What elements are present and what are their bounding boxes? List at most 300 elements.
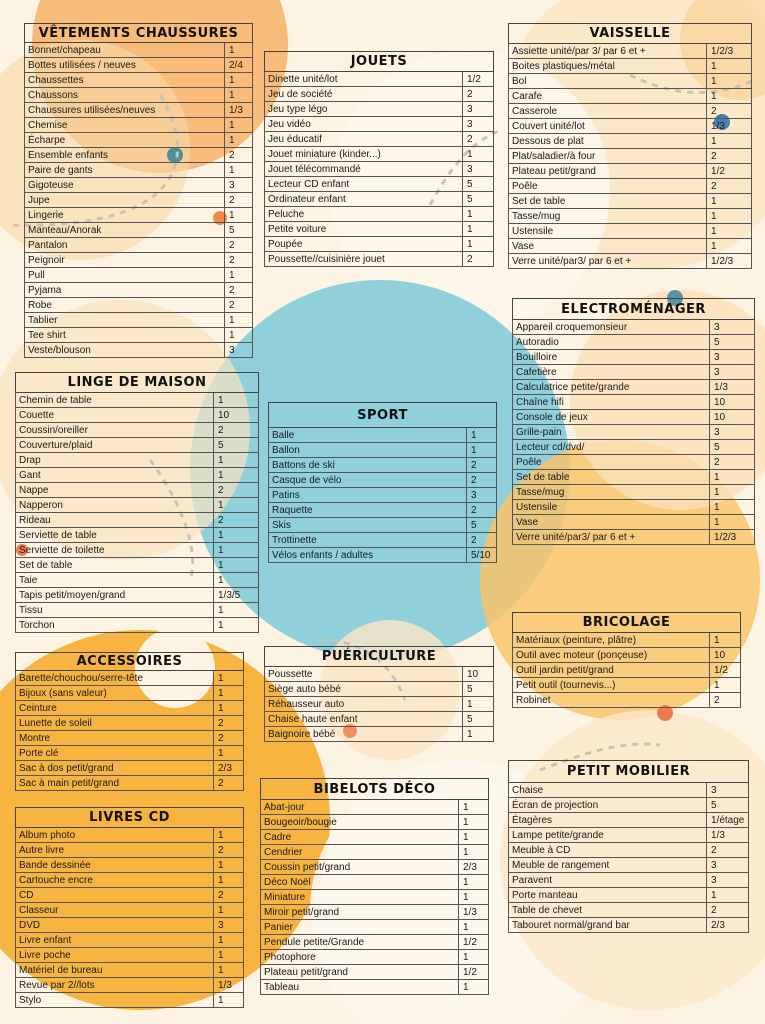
item-name: Robinet — [513, 693, 710, 708]
table-petit-mobilier — [508, 760, 749, 933]
item-points: 2 — [214, 423, 259, 438]
item-points: 10 — [463, 667, 494, 682]
item-name: Casserole — [509, 104, 707, 119]
item-points: 1 — [459, 980, 489, 995]
item-name: Cendrier — [261, 845, 459, 860]
table-puericulture — [264, 646, 494, 742]
item-name: Jeu type légo — [265, 102, 463, 117]
table-row — [25, 268, 253, 283]
item-points: 1 — [459, 920, 489, 935]
item-name: Console de jeux — [513, 410, 710, 425]
item-points: 1 — [214, 933, 244, 948]
item-name: Trottinette — [269, 533, 467, 548]
item-points: 1/3 — [225, 103, 253, 118]
item-name: Table de chevet — [509, 903, 707, 918]
section-title: VAISSELLE — [509, 24, 752, 44]
item-points: 5 — [463, 177, 494, 192]
table-row — [16, 701, 244, 716]
table-row — [16, 993, 244, 1008]
item-points: 1/3 — [710, 380, 755, 395]
item-name: Ballon — [269, 443, 467, 458]
table-row — [509, 134, 752, 149]
item-name: Chaise — [509, 783, 707, 798]
item-name: Set de table — [509, 194, 707, 209]
item-name: Coussin/oreiller — [16, 423, 214, 438]
item-points: 3 — [710, 320, 755, 335]
item-name: Stylo — [16, 993, 214, 1008]
table-row — [509, 873, 749, 888]
item-points: 1/2 — [710, 663, 741, 678]
item-name: Ustensile — [513, 500, 710, 515]
table-row — [509, 813, 749, 828]
table-row — [265, 237, 494, 252]
item-points: 5 — [463, 682, 494, 697]
table-row — [16, 618, 259, 633]
item-points: 1 — [214, 746, 244, 761]
table-row — [513, 500, 755, 515]
item-name: Verre unité/par3/ par 6 et + — [509, 254, 707, 269]
item-points: 2 — [710, 693, 741, 708]
table-row — [16, 963, 244, 978]
item-points: 1 — [463, 222, 494, 237]
table-row — [261, 935, 489, 950]
section-title: PETIT MOBILIER — [509, 761, 749, 783]
item-points: 2 — [463, 132, 494, 147]
table-row — [509, 104, 752, 119]
table-row — [513, 515, 755, 530]
item-points: 1 — [225, 118, 253, 133]
item-points: 1 — [459, 875, 489, 890]
item-points: 1/3/5 — [214, 588, 259, 603]
item-points: 5 — [467, 518, 497, 533]
item-name: Photophore — [261, 950, 459, 965]
item-name: Chemin de table — [16, 393, 214, 408]
item-name: Écharpe — [25, 133, 225, 148]
item-name: Pyjama — [25, 283, 225, 298]
table-row — [509, 254, 752, 269]
item-points: 1 — [707, 89, 752, 104]
table-row — [513, 380, 755, 395]
table-row — [265, 117, 494, 132]
item-name: Peluche — [265, 207, 463, 222]
item-points: 1 — [707, 74, 752, 89]
table-row — [25, 43, 253, 58]
item-name: Carafe — [509, 89, 707, 104]
item-points: 1 — [214, 393, 259, 408]
table-row — [265, 697, 494, 712]
item-points: 1 — [225, 313, 253, 328]
table-row — [25, 328, 253, 343]
table-row — [513, 335, 755, 350]
table-row — [16, 858, 244, 873]
item-points: 3 — [707, 783, 749, 798]
table-row — [261, 905, 489, 920]
item-points: 1 — [459, 950, 489, 965]
item-name: Skis — [269, 518, 467, 533]
table-row — [16, 716, 244, 731]
table-row — [16, 423, 259, 438]
item-name: Poêle — [509, 179, 707, 194]
item-name: Miroir petit/grand — [261, 905, 459, 920]
item-points: 5 — [710, 335, 755, 350]
table-row — [261, 965, 489, 980]
item-points: 1/2 — [459, 965, 489, 980]
table-row — [16, 483, 259, 498]
table-row — [261, 980, 489, 995]
item-name: Nappe — [16, 483, 214, 498]
item-points: 3 — [707, 858, 749, 873]
section-title: SPORT — [269, 403, 497, 428]
item-name: Bande dessinée — [16, 858, 214, 873]
table-row — [16, 731, 244, 746]
item-points: 1 — [214, 618, 259, 633]
item-points: 1 — [463, 697, 494, 712]
item-points: 1 — [707, 134, 752, 149]
table-row — [16, 776, 244, 791]
table-row — [265, 72, 494, 87]
item-points: 2 — [214, 513, 259, 528]
table-row — [265, 727, 494, 742]
item-points: 1 — [463, 207, 494, 222]
table-row — [265, 147, 494, 162]
table-row — [261, 860, 489, 875]
item-points: 1 — [710, 470, 755, 485]
item-name: Plateau petit/grand — [509, 164, 707, 179]
item-points: 1 — [710, 485, 755, 500]
item-points: 10 — [214, 408, 259, 423]
item-points: 1 — [707, 194, 752, 209]
item-name: Écran de projection — [509, 798, 707, 813]
table-jouets — [264, 51, 494, 267]
item-name: Poussette — [265, 667, 463, 682]
item-name: Barette/chouchou/serre-tête — [16, 671, 214, 686]
table-row — [16, 393, 259, 408]
item-name: Ordinateur enfant — [265, 192, 463, 207]
table-row — [25, 193, 253, 208]
item-points: 2 — [707, 179, 752, 194]
item-points: 2 — [225, 253, 253, 268]
item-points: 3 — [463, 102, 494, 117]
table-row — [261, 800, 489, 815]
table-row — [509, 918, 749, 933]
item-name: Peignoir — [25, 253, 225, 268]
section-title: LIVRES CD — [16, 808, 244, 828]
table-row — [16, 528, 259, 543]
item-name: Robe — [25, 298, 225, 313]
table-row — [25, 343, 253, 358]
section-title: ELECTROMÉNAGER — [513, 299, 755, 320]
table-row — [16, 746, 244, 761]
item-name: Rideau — [16, 513, 214, 528]
table-row — [509, 828, 749, 843]
table-row — [509, 149, 752, 164]
item-points: 1 — [214, 858, 244, 873]
table-row — [513, 485, 755, 500]
table-row — [16, 761, 244, 776]
table-row — [16, 843, 244, 858]
item-name: Pantalon — [25, 238, 225, 253]
item-name: Gant — [16, 468, 214, 483]
table-row — [269, 533, 497, 548]
item-name: Bottes utilisées / neuves — [25, 58, 225, 73]
item-name: Miniature — [261, 890, 459, 905]
item-points: 1 — [707, 888, 749, 903]
item-name: Drap — [16, 453, 214, 468]
item-points: 2 — [467, 533, 497, 548]
table-row — [269, 443, 497, 458]
item-name: Siège auto bébé — [265, 682, 463, 697]
item-points: 1 — [214, 528, 259, 543]
item-name: Dessous de plat — [509, 134, 707, 149]
item-points: 2 — [214, 888, 244, 903]
table-row — [513, 678, 741, 693]
table-row — [509, 239, 752, 254]
item-name: Tablier — [25, 313, 225, 328]
item-points: 1/étage — [707, 813, 749, 828]
item-name: Étagères — [509, 813, 707, 828]
item-points: 1 — [225, 43, 253, 58]
table-row — [265, 132, 494, 147]
table-row — [25, 148, 253, 163]
item-points: 1 — [225, 268, 253, 283]
item-name: Poupée — [265, 237, 463, 252]
item-name: Classeur — [16, 903, 214, 918]
item-points: 1 — [463, 147, 494, 162]
item-name: Matériaux (peinture, plâtre) — [513, 633, 710, 648]
item-points: 1 — [459, 800, 489, 815]
table-row — [269, 548, 497, 563]
item-points: 2/3 — [459, 860, 489, 875]
item-points: 1/3 — [707, 828, 749, 843]
item-name: Jouet télécommandé — [265, 162, 463, 177]
item-points: 1 — [459, 845, 489, 860]
table-row — [16, 588, 259, 603]
item-points: 1 — [459, 815, 489, 830]
table-row — [513, 395, 755, 410]
item-name: Tee shirt — [25, 328, 225, 343]
item-points: 2 — [710, 455, 755, 470]
item-name: Autoradio — [513, 335, 710, 350]
table-row — [16, 513, 259, 528]
item-points: 3 — [710, 425, 755, 440]
table-row — [509, 44, 752, 59]
table-row — [513, 410, 755, 425]
item-name: Bougeoir/bougie — [261, 815, 459, 830]
item-name: Patins — [269, 488, 467, 503]
item-name: Plateau petit/grand — [261, 965, 459, 980]
item-name: Tasse/mug — [513, 485, 710, 500]
item-name: Lecteur cd/dvd/ — [513, 440, 710, 455]
table-row — [509, 224, 752, 239]
item-name: DVD — [16, 918, 214, 933]
table-row — [16, 408, 259, 423]
item-name: Bijoux (sans valeur) — [16, 686, 214, 701]
item-name: Chemise — [25, 118, 225, 133]
table-row — [25, 313, 253, 328]
item-points: 1 — [214, 498, 259, 513]
item-name: Cadre — [261, 830, 459, 845]
item-points: 2 — [225, 283, 253, 298]
table-row — [25, 103, 253, 118]
item-name: Porte clé — [16, 746, 214, 761]
table-row — [25, 223, 253, 238]
item-name: Set de table — [513, 470, 710, 485]
item-points: 1 — [225, 133, 253, 148]
item-name: Serviette de table — [16, 528, 214, 543]
item-points: 1 — [225, 163, 253, 178]
item-points: 1/2 — [463, 72, 494, 87]
item-points: 1 — [214, 993, 244, 1008]
table-row — [25, 178, 253, 193]
item-points: 1 — [214, 948, 244, 963]
item-name: Montre — [16, 731, 214, 746]
item-points: 3 — [467, 488, 497, 503]
item-name: Livre poche — [16, 948, 214, 963]
item-points: 1 — [710, 678, 741, 693]
table-row — [269, 488, 497, 503]
item-points: 2 — [225, 148, 253, 163]
item-points: 1/3 — [707, 119, 752, 134]
item-points: 2 — [214, 731, 244, 746]
item-name: Tableau — [261, 980, 459, 995]
item-points: 1 — [707, 209, 752, 224]
section-title: JOUETS — [265, 52, 494, 72]
table-row — [509, 59, 752, 74]
section-title: LINGE DE MAISON — [16, 373, 259, 393]
table-row — [269, 518, 497, 533]
table-row — [16, 558, 259, 573]
item-points: 3 — [707, 873, 749, 888]
table-row — [265, 667, 494, 682]
table-row — [265, 252, 494, 267]
table-sport — [268, 402, 497, 563]
table-linge — [15, 372, 259, 633]
item-points: 1 — [707, 239, 752, 254]
table-row — [265, 177, 494, 192]
item-name: Lampe petite/grande — [509, 828, 707, 843]
table-row — [25, 73, 253, 88]
item-points: 2 — [467, 458, 497, 473]
table-row — [261, 875, 489, 890]
item-points: 5 — [463, 192, 494, 207]
item-points: 3 — [225, 343, 253, 358]
item-points: 10 — [710, 395, 755, 410]
item-points: 1/3 — [214, 978, 244, 993]
item-name: Porte manteau — [509, 888, 707, 903]
item-points: 2 — [225, 193, 253, 208]
table-row — [16, 948, 244, 963]
item-name: Bol — [509, 74, 707, 89]
section-title: VÊTEMENTS CHAUSSURES — [25, 24, 253, 43]
table-row — [16, 468, 259, 483]
item-name: Tapis petit/moyen/grand — [16, 588, 214, 603]
item-name: Casque de vélo — [269, 473, 467, 488]
item-points: 1 — [225, 328, 253, 343]
item-name: Grille-pain — [513, 425, 710, 440]
item-name: Set de table — [16, 558, 214, 573]
item-points: 1/2/3 — [710, 530, 755, 545]
item-points: 1/3 — [459, 905, 489, 920]
item-points: 1 — [214, 603, 259, 618]
table-row — [265, 712, 494, 727]
item-name: Chaîne hifi — [513, 395, 710, 410]
table-row — [509, 858, 749, 873]
item-name: Déco Noël — [261, 875, 459, 890]
item-name: Couette — [16, 408, 214, 423]
item-name: Ustensile — [509, 224, 707, 239]
table-row — [509, 89, 752, 104]
item-points: 2 — [214, 483, 259, 498]
table-row — [265, 102, 494, 117]
item-points: 1 — [214, 903, 244, 918]
item-name: Autre livre — [16, 843, 214, 858]
item-name: Lingerie — [25, 208, 225, 223]
item-points: 1 — [214, 468, 259, 483]
table-bibelots — [260, 778, 489, 995]
table-row — [509, 888, 749, 903]
item-points: 1 — [214, 453, 259, 468]
table-row — [16, 978, 244, 993]
item-points: 5 — [214, 438, 259, 453]
section-title: ACCESSOIRES — [16, 653, 244, 671]
table-row — [261, 830, 489, 845]
item-name: Napperon — [16, 498, 214, 513]
item-name: Poussette//cuisinière jouet — [265, 252, 463, 267]
table-row — [25, 88, 253, 103]
item-points: 1 — [225, 208, 253, 223]
table-row — [16, 828, 244, 843]
item-name: Meuble de rangement — [509, 858, 707, 873]
item-name: Lunette de soleil — [16, 716, 214, 731]
table-row — [513, 440, 755, 455]
table-row — [16, 903, 244, 918]
table-row — [265, 222, 494, 237]
table-row — [261, 815, 489, 830]
table-row — [265, 682, 494, 697]
item-name: Bonnet/chapeau — [25, 43, 225, 58]
item-points: 2/4 — [225, 58, 253, 73]
item-points: 1 — [710, 500, 755, 515]
item-name: Outil jardin petit/grand — [513, 663, 710, 678]
item-name: Raquette — [269, 503, 467, 518]
table-row — [513, 350, 755, 365]
item-name: Outil avec moteur (ponçeuse) — [513, 648, 710, 663]
table-row — [509, 843, 749, 858]
table-row — [261, 950, 489, 965]
item-points: 1 — [214, 543, 259, 558]
item-points: 1 — [214, 828, 244, 843]
item-points: 10 — [710, 648, 741, 663]
item-points: 5 — [710, 440, 755, 455]
table-row — [16, 603, 259, 618]
table-bricolage — [512, 612, 741, 708]
item-points: 3 — [463, 162, 494, 177]
item-points: 2/3 — [707, 918, 749, 933]
table-row — [513, 648, 741, 663]
item-name: Dinette unité/lot — [265, 72, 463, 87]
item-points: 5/10 — [467, 548, 497, 563]
item-points: 2 — [707, 903, 749, 918]
section-title: BIBELOTS DÉCO — [261, 779, 489, 800]
item-name: Jeu vidéo — [265, 117, 463, 132]
item-points: 1 — [214, 963, 244, 978]
table-row — [25, 133, 253, 148]
item-name: Calculatrice petite/grande — [513, 380, 710, 395]
table-row — [265, 192, 494, 207]
item-points: 2 — [214, 843, 244, 858]
item-points: 2 — [463, 87, 494, 102]
item-name: Taie — [16, 573, 214, 588]
